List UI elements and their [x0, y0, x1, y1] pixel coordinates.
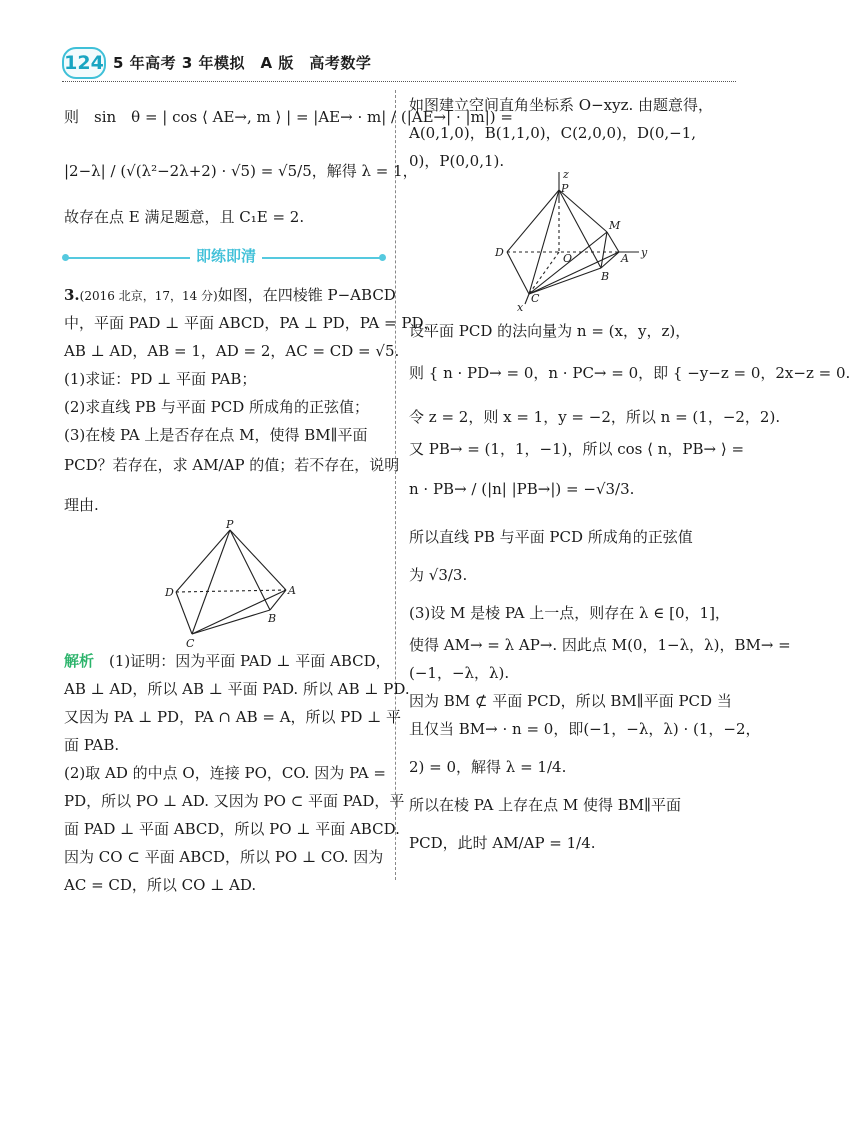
text-line: 则 { n · PD→ = 0，n · PC→ = 0，即 { −y−z = 0，2x−z = 0. — [409, 364, 850, 382]
text-line: 面 PAB. — [64, 736, 120, 754]
solution-tag: 解析 — [64, 652, 95, 670]
text-line: 为 √3/3. — [409, 566, 468, 584]
text-line: PCD？若存在，求 AM/AP 的值；若不存在，说明 — [64, 456, 400, 474]
rule-dot — [62, 254, 69, 261]
text-line: (3)在棱 PA 上是否存在点 M，使得 BM∥平面 — [64, 426, 368, 444]
text-line: 使得 AM→ = λ AP→. 因此点 M(0，1−λ，λ)，BM→ = — [409, 636, 791, 654]
text-line: PD，所以 PO ⊥ AD. 又因为 PO ⊂ 平面 PAD，平 — [64, 792, 405, 810]
fig1-label-p: P — [226, 518, 234, 531]
fig2-label-x: x — [517, 301, 524, 314]
text-line: (2)求直线 PB 与平面 PCD 所成角的正弦值； — [64, 398, 370, 416]
fig2-label-o: O — [563, 252, 573, 265]
text-line: 又因为 PA ⊥ PD，PA ∩ AB = A，所以 PD ⊥ 平 — [64, 708, 402, 726]
fig2-label-z: z — [563, 168, 569, 181]
text-line: (1)求证：PD ⊥ 平面 PAB； — [64, 370, 257, 388]
problem-text: 如图，在四棱锥 P−ABCD — [217, 286, 396, 304]
text-line: 面 PAD ⊥ 平面 ABCD，所以 PO ⊥ 平面 ABCD. — [64, 820, 400, 838]
fig2-label-d: D — [495, 246, 504, 259]
book-title: 5 年高考 3 年模拟 A 版 高考数学 — [113, 54, 372, 72]
rule-dot — [379, 254, 386, 261]
text-line: AC = CD，所以 CO ⊥ AD. — [64, 876, 257, 894]
text-line: 故存在点 E 满足题意，且 C₁E = 2. — [64, 208, 305, 226]
text-line: n · PB→ / (|n| |PB→|) = −√3/3. — [409, 480, 635, 498]
text-line: 所以直线 PB 与平面 PCD 所成角的正弦值 — [409, 528, 693, 546]
text-line: (−1，−λ，λ). — [409, 664, 510, 682]
page-number: 124 — [62, 47, 106, 79]
fig1-label-c: C — [186, 637, 195, 650]
column-divider — [395, 90, 396, 880]
text-line: 且仅当 BM→ · n = 0，即(−1，−λ，λ) · (1，−2， — [409, 720, 761, 738]
text-line: A(0,1,0)，B(1,1,0)，C(2,0,0)，D(0,−1, — [409, 124, 697, 142]
text-line: 令 z = 2，则 x = 1，y = −2，所以 n = (1，−2，2). — [409, 408, 781, 426]
text-line: 2) = 0，解得 λ = 1/4. — [409, 758, 567, 776]
solution-text: (1)证明：因为平面 PAD ⊥ 平面 ABCD， — [94, 652, 391, 670]
text-line: 理由. — [64, 496, 99, 514]
text-line: 所以在棱 PA 上存在点 M 使得 BM∥平面 — [409, 796, 682, 814]
problem-number: 3. — [64, 286, 80, 304]
fig1-label-b: B — [268, 612, 277, 625]
text-line: |2−λ| / (√(λ²−2λ+2) · √5) = √5/5，解得 λ = 1， — [64, 162, 418, 180]
text-line: 又 PB→ = (1，1，−1)，所以 cos ⟨ n，PB→ ⟩ = — [409, 440, 745, 458]
page-header — [0, 0, 800, 92]
section-title: 即练即清 — [190, 244, 262, 268]
problem-source: (2016 北京，17，14 分) — [79, 289, 218, 303]
text-line: 如图建立空间直角坐标系 O−xyz. 由题意得， — [409, 96, 714, 114]
problem-first-line — [64, 282, 396, 310]
fig2-label-m: M — [609, 219, 621, 232]
header-rule — [62, 81, 736, 82]
fig1-label-d: D — [165, 586, 174, 599]
fig2-label-p: P — [561, 182, 569, 195]
fig2-label-b: B — [601, 270, 610, 283]
pyramid-figure-2 — [489, 168, 659, 314]
text-line: (2)取 AD 的中点 O，连接 PO，CO. 因为 PA = — [64, 764, 386, 782]
text-line: 中，平面 PAD ⊥ 平面 ABCD，PA ⊥ PD，PA = PD， — [64, 314, 439, 332]
fig2-label-c: C — [531, 292, 540, 305]
section-header — [64, 244, 384, 268]
text-line: AB ⊥ AD，所以 AB ⊥ 平面 PAD. 所以 AB ⊥ PD. — [64, 680, 410, 698]
fig2-label-a: A — [621, 252, 629, 265]
text-line: 设平面 PCD 的法向量为 n = (x，y，z)， — [409, 322, 691, 340]
text-line: 因为 BM ⊄ 平面 PCD，所以 BM∥平面 PCD 当 — [409, 692, 732, 710]
fig2-label-y: y — [641, 246, 648, 259]
solution-first-line — [64, 648, 391, 675]
text-line: AB ⊥ AD，AB = 1，AD = 2，AC = CD = √5. — [64, 342, 400, 360]
text-line: 则 sin θ = | cos ⟨ AE→, m ⟩ | = |AE→ · m| / (|AE→| · |m|) = — [64, 108, 513, 126]
pyramid-figure-1 — [164, 520, 324, 650]
text-line: PCD，此时 AM/AP = 1/4. — [409, 834, 596, 852]
text-line: (3)设 M 是棱 PA 上一点，则存在 λ ∈ [0，1]， — [409, 604, 730, 622]
text-line: 0)，P(0,0,1). — [409, 152, 505, 170]
fig1-label-a: A — [288, 584, 296, 597]
text-line: 因为 CO ⊂ 平面 ABCD，所以 PO ⊥ CO. 因为 — [64, 848, 384, 866]
